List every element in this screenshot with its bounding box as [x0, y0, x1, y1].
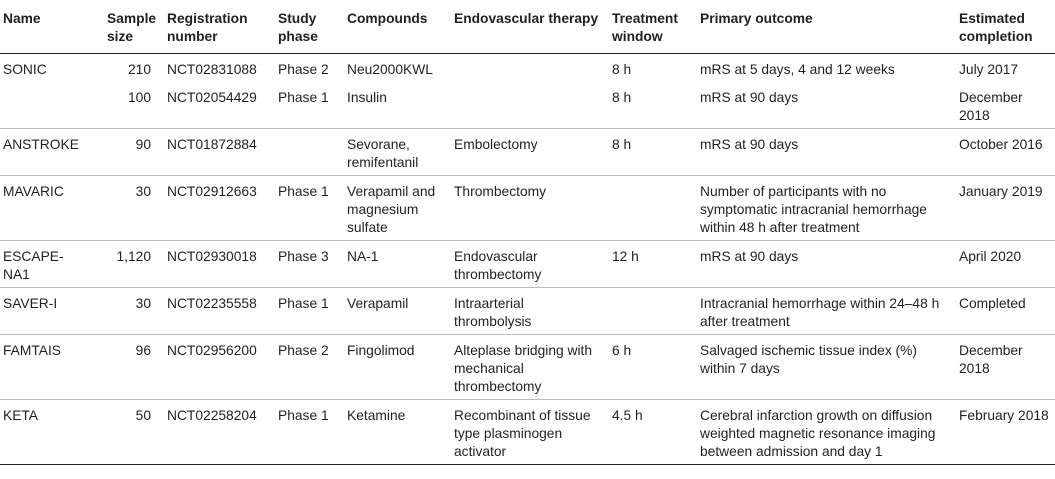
- cell-study-phase: Phase 1: [274, 82, 343, 129]
- cell-treatment-window: 6 h: [608, 335, 696, 400]
- header-estimated-completion: Estimated completion: [955, 0, 1055, 54]
- cell-name: MAVARIC: [0, 176, 93, 241]
- cell-sample-size: 30: [93, 288, 163, 335]
- header-name: Name: [0, 0, 93, 54]
- cell-name: SAVER-I: [0, 288, 93, 335]
- cell-registration-number: NCT02235558: [163, 288, 274, 335]
- cell-registration-number: NCT02912663: [163, 176, 274, 241]
- cell-estimated-completion: April 2020: [955, 241, 1055, 288]
- header-primary-outcome: Primary outcome: [696, 0, 955, 54]
- cell-name: ESCAPE-NA1: [0, 241, 93, 288]
- cell-endovascular-therapy: Recombinant of tissue type plasminogen activator: [450, 400, 608, 465]
- cell-registration-number: NCT02956200: [163, 335, 274, 400]
- cell-endovascular-therapy: Embolectomy: [450, 129, 608, 176]
- cell-compounds: Insulin: [343, 82, 450, 129]
- table-row: [0, 400, 1055, 465]
- cell-endovascular-therapy: Thrombectomy: [450, 176, 608, 241]
- cell-estimated-completion: July 2017: [959, 62, 1019, 77]
- cell-primary-outcome: Intracranial hemorrhage within 24–48 h after treatment: [696, 288, 955, 335]
- header-compounds: Compounds: [343, 0, 450, 54]
- header-study-phase: Study phase: [274, 0, 343, 54]
- table-header: [0, 0, 1055, 54]
- cell-registration-number: NCT02831088: [167, 62, 257, 77]
- header-endovascular-therapy: Endovascular therapy: [450, 0, 608, 54]
- cell-sample-size: 1,120: [93, 241, 163, 288]
- cell-treatment-window: 8 h: [612, 62, 632, 77]
- cell-endovascular-therapy: [450, 54, 608, 83]
- cell-name: KETA: [0, 400, 93, 465]
- cell-sample-size: 96: [93, 335, 163, 400]
- table-row: [0, 54, 1055, 83]
- cell-compounds: Ketamine: [343, 400, 450, 465]
- cell-sample-size: 100: [93, 82, 163, 129]
- cell-treatment-window: [608, 176, 696, 241]
- cell-study-phase: Phase 2: [274, 335, 343, 400]
- cell-compounds: Fingolimod: [343, 335, 450, 400]
- cell-registration-number: NCT02054429: [163, 82, 274, 129]
- header-treatment-window: Treatment window: [608, 0, 696, 54]
- cell-study-phase: Phase 3: [274, 241, 343, 288]
- header-sample-size: Sample size: [93, 0, 163, 54]
- cell-compounds: Neu2000KWL: [347, 62, 433, 77]
- cell-primary-outcome: mRS at 90 days: [696, 129, 955, 176]
- cell-treatment-window: 12 h: [608, 241, 696, 288]
- cell-treatment-window: [608, 288, 696, 335]
- cell-estimated-completion: February 2018: [955, 400, 1055, 465]
- cell-treatment-window: 8 h: [608, 129, 696, 176]
- cell-primary-outcome: Cerebral infarction growth on diffusion weighted magnetic resonance imaging between admission and day 1: [696, 400, 955, 465]
- cell-sample-size: 30: [93, 176, 163, 241]
- table-row: [0, 335, 1055, 400]
- cell-primary-outcome: Number of participants with no symptomatic intracranial hemorrhage within 48 h after treatment: [696, 176, 955, 241]
- header-registration-number: Registration number: [163, 0, 274, 54]
- cell-primary-outcome: mRS at 5 days, 4 and 12 weeks: [700, 62, 895, 77]
- cell-name: SONIC: [3, 62, 47, 77]
- cell-endovascular-therapy: Alteplase bridging with mechanical thrombectomy: [450, 335, 608, 400]
- cell-sample-size: 90: [93, 129, 163, 176]
- cell-primary-outcome: mRS at 90 days: [696, 241, 955, 288]
- cell-study-phase: Phase 1: [274, 288, 343, 335]
- cell-primary-outcome: mRS at 90 days: [696, 82, 955, 129]
- cell-sample-size: 50: [93, 400, 163, 465]
- cell-treatment-window: 4.5 h: [608, 400, 696, 465]
- table-row: [0, 288, 1055, 335]
- table-row: [0, 241, 1055, 288]
- cell-endovascular-therapy: Intraarterial thrombolysis: [450, 288, 608, 335]
- cell-treatment-window: 8 h: [608, 82, 696, 129]
- cell-compounds: NA-1: [343, 241, 450, 288]
- cell-estimated-completion: December 2018: [955, 82, 1055, 129]
- cell-primary-outcome: Salvaged ischemic tissue index (%) within 7 days: [696, 335, 955, 400]
- cell-registration-number: NCT02258204: [163, 400, 274, 465]
- cell-registration-number: NCT01872884: [163, 129, 274, 176]
- table-body: [0, 54, 1055, 465]
- cell-study-phase: Phase 2: [278, 62, 329, 77]
- cell-compounds: Verapamil: [343, 288, 450, 335]
- cell-sample-size: 210: [127, 62, 151, 77]
- cell-name: ANSTROKE: [0, 129, 93, 176]
- header-row: [0, 0, 1055, 54]
- cell-study-phase: Phase 1: [274, 400, 343, 465]
- cell-estimated-completion: January 2019: [955, 176, 1055, 241]
- table-row: [0, 82, 1055, 129]
- cell-name: [0, 82, 93, 129]
- cell-estimated-completion: December 2018: [955, 335, 1055, 400]
- cell-endovascular-therapy: [450, 82, 608, 129]
- cell-registration-number: NCT02930018: [163, 241, 274, 288]
- cell-study-phase: [274, 129, 343, 176]
- table-row: [0, 176, 1055, 241]
- cell-endovascular-therapy: Endovascular thrombectomy: [450, 241, 608, 288]
- cell-estimated-completion: October 2016: [955, 129, 1055, 176]
- cell-study-phase: Phase 1: [274, 176, 343, 241]
- cell-compounds: Verapamil and magnesium sulfate: [343, 176, 450, 241]
- table-row: [0, 129, 1055, 176]
- cell-name: FAMTAIS: [0, 335, 93, 400]
- cell-estimated-completion: Completed: [955, 288, 1055, 335]
- cell-compounds: Sevorane, remifentanil: [343, 129, 450, 176]
